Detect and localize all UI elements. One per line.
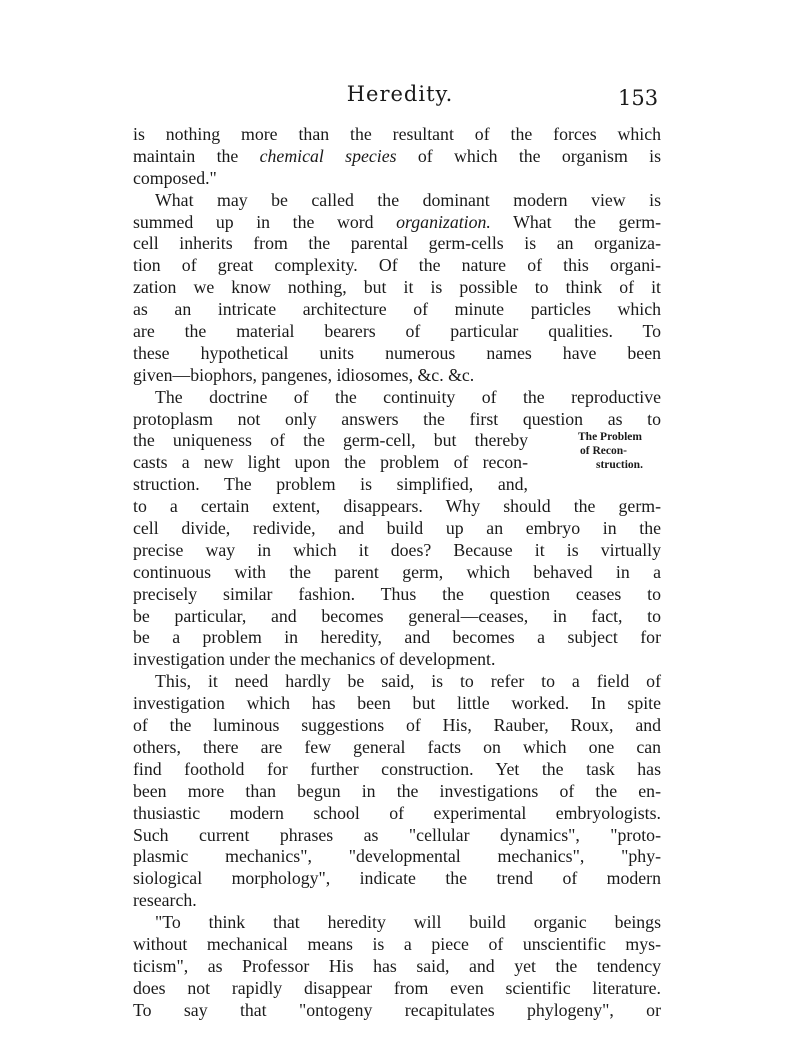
text-line: research. <box>133 890 197 911</box>
text-line: investigation under the mechanics of development. <box>133 649 496 670</box>
text-line: be a problem in heredity, and becomes a subject for <box>133 627 661 648</box>
text-line: precisely similar fashion. Thus the question ceases to <box>133 583 661 604</box>
text-line: given—biophors, pangenes, idiosomes, &c. &c. <box>133 364 475 385</box>
text-line: maintain the chemical species of which the organism is <box>133 145 661 166</box>
body-text <box>133 124 661 1022</box>
text-line: Such current phrases as "cellular dynamics", "proto- <box>133 824 661 845</box>
text-line: investigation which has been but little worked. In spite <box>133 693 661 714</box>
text-line: struction. The problem is simplified, and, <box>133 474 528 495</box>
text-line: summed up in the word organization. What the germ- <box>133 211 661 232</box>
text-line: casts a new light upon the problem of recon- <box>133 452 528 473</box>
text-line: The doctrine of the continuity of the reproductive <box>155 386 661 407</box>
margin-note <box>578 430 678 472</box>
text-line: these hypothetical units numerous names have been <box>133 342 661 363</box>
text-line: precise way in which it does? Because it is virtually <box>133 539 661 560</box>
text-line: composed." <box>133 167 217 188</box>
header-title: Heredity. <box>346 82 454 106</box>
text-line: siological morphology", indicate the trend of modern <box>133 868 661 889</box>
text-line: plasmic mechanics", "developmental mechanics", "phy- <box>133 846 661 867</box>
text-line: does not rapidly disappear from even scientific literature. <box>133 977 661 998</box>
text-line: be particular, and becomes general—ceases, in fact, to <box>133 605 661 626</box>
text-line: been more than begun in the investigations of the en- <box>133 780 661 801</box>
text-line: is nothing more than the resultant of the forces which <box>133 124 661 144</box>
text-line: the uniqueness of the germ-cell, but thereby <box>133 430 528 451</box>
text-line: What may be called the dominant modern view is <box>155 189 661 210</box>
text-line: as an intricate architecture of minute particles which <box>133 299 661 320</box>
text-line: This, it need hardly be said, is to refer to a field of <box>155 671 661 692</box>
text-line: of the luminous suggestions of His, Rauber, Roux, and <box>133 715 661 736</box>
text-line: are the material bearers of particular qualities. To <box>133 321 661 342</box>
text-line: thusiastic modern school of experimental embryologists. <box>133 802 661 823</box>
text-line: ticism", as Professor His has said, and yet the tendency <box>133 955 661 976</box>
text-line: protoplasm not only answers the first question as to <box>133 408 661 429</box>
text-line: "To think that heredity will build organic beings <box>155 912 661 933</box>
text-line: To say that "ontogeny recapitulates phylogeny", or <box>133 999 661 1020</box>
text-line: to a certain extent, disappears. Why should the germ- <box>133 496 661 517</box>
text-line: cell inherits from the parental germ-cells is an organiza- <box>133 233 661 254</box>
page-number: 153 <box>618 86 659 110</box>
margin-note-line: of Recon- <box>580 445 627 457</box>
margin-note-line: The Problem <box>578 431 642 443</box>
text-line: continuous with the parent germ, which behaved in a <box>133 561 661 582</box>
text-line: find foothold for further construction. Yet the task has <box>133 758 661 779</box>
text-line: cell divide, redivide, and build up an embryo in the <box>133 518 661 539</box>
text-line: without mechanical means is a piece of unscientific mys- <box>133 933 661 954</box>
text-line: others, there are few general facts on which one can <box>133 736 661 757</box>
text-line: tion of great complexity. Of the nature of this organi- <box>133 255 661 276</box>
margin-note-line: struction. <box>596 459 643 471</box>
text-line: zation we know nothing, but it is possible to think of it <box>133 277 661 298</box>
